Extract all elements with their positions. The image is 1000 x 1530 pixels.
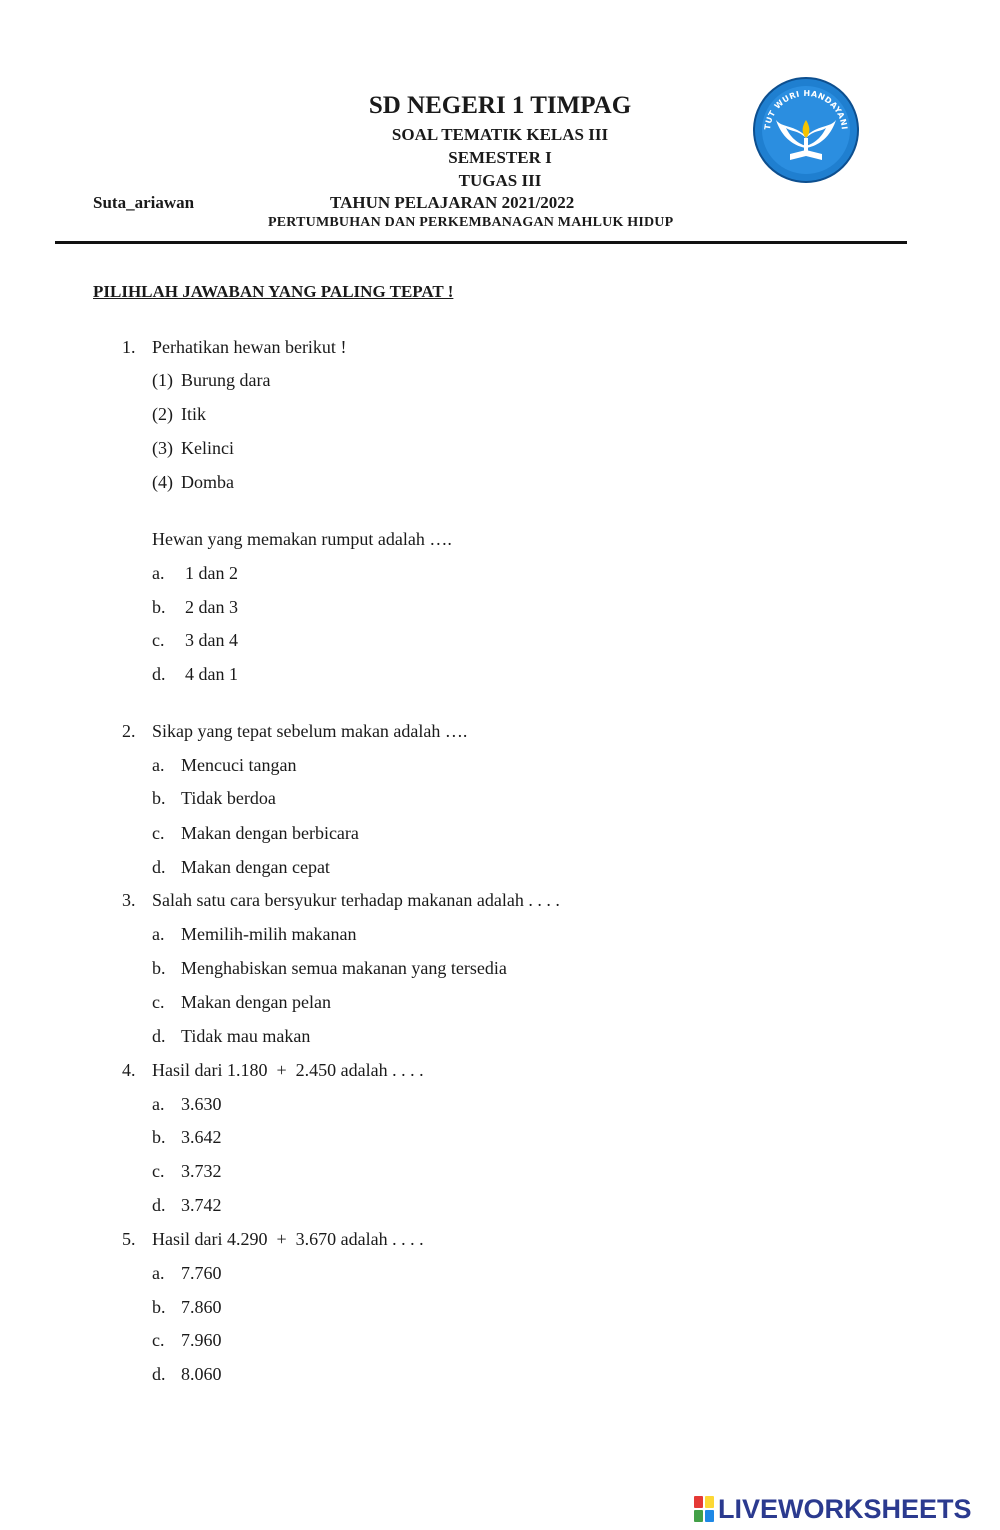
q4-text: Hasil dari 1.180 + 2.450 adalah . . . . xyxy=(152,1060,424,1080)
option-letter: d. xyxy=(152,664,166,684)
option-letter: b. xyxy=(152,1127,166,1147)
logo-motto: TUT WURI HANDAYANI xyxy=(762,88,849,131)
option-letter: d. xyxy=(152,857,166,877)
option-text: 4 dan 1 xyxy=(185,664,238,684)
option-text: 7.760 xyxy=(181,1263,222,1283)
option-text: 3.630 xyxy=(181,1094,222,1114)
option-text: 3.642 xyxy=(181,1127,222,1147)
header-divider xyxy=(55,241,907,244)
option-letter: a. xyxy=(152,1263,165,1283)
option-text: 7.860 xyxy=(181,1297,222,1317)
tut-wuri-handayani-logo xyxy=(752,76,860,184)
option-text: Menghabiskan semua makanan yang tersedia xyxy=(181,958,507,978)
q5-number: 5. xyxy=(122,1229,136,1249)
option-letter: d. xyxy=(152,1026,166,1046)
option-text: 3.742 xyxy=(181,1195,222,1215)
option-text: 3 dan 4 xyxy=(185,630,238,650)
option-text: 2 dan 3 xyxy=(185,597,238,617)
option-letter: d. xyxy=(152,1364,166,1384)
option-letter: a. xyxy=(152,563,165,583)
option-text: 7.960 xyxy=(181,1330,222,1350)
q3-number: 3. xyxy=(122,890,136,910)
q1-item-text: Itik xyxy=(181,404,206,424)
instruction: PILIHLAH JAWABAN YANG PALING TEPAT ! xyxy=(93,282,454,301)
liveworksheets-logo-icon xyxy=(694,1496,714,1522)
q1-number: 1. xyxy=(122,337,136,357)
q2-text: Sikap yang tepat sebelum makan adalah …. xyxy=(152,721,468,741)
q4-number: 4. xyxy=(122,1060,136,1080)
school-year: TAHUN PELAJARAN 2021/2022 xyxy=(330,193,575,212)
option-text: Mencuci tangan xyxy=(181,755,297,775)
q1-item-text: Domba xyxy=(181,472,234,492)
q1-text: Perhatikan hewan berikut ! xyxy=(152,337,347,357)
liveworksheets-watermark[interactable] xyxy=(694,1492,972,1526)
q1-prompt: Hewan yang memakan rumput adalah …. xyxy=(152,529,452,549)
option-text: Makan dengan cepat xyxy=(181,857,330,877)
q1-item-num: (4) xyxy=(152,472,173,492)
q1-item-text: Burung dara xyxy=(181,370,271,390)
option-text: 3.732 xyxy=(181,1161,222,1181)
option-letter: c. xyxy=(152,1330,165,1350)
q1-item-num: (2) xyxy=(152,404,173,424)
option-text: Tidak mau makan xyxy=(181,1026,311,1046)
watermark-text: LIVEWORKSHEETS xyxy=(718,1493,972,1524)
option-letter: b. xyxy=(152,1297,166,1317)
option-text: Memilih-milih makanan xyxy=(181,924,357,944)
q1-item-text: Kelinci xyxy=(181,438,234,458)
option-letter: b. xyxy=(152,788,166,808)
option-text: Makan dengan pelan xyxy=(181,992,331,1012)
q2-number: 2. xyxy=(122,721,136,741)
option-text: Makan dengan berbicara xyxy=(181,823,359,843)
task-label: TUGAS III xyxy=(458,171,542,190)
q1-item-num: (1) xyxy=(152,370,173,390)
option-letter: a. xyxy=(152,1094,165,1114)
option-letter: c. xyxy=(152,1161,165,1181)
topic-title: PERTUMBUHAN DAN PERKEMBANAGAN MAHLUK HIDUP xyxy=(268,215,674,230)
option-text: 1 dan 2 xyxy=(185,563,238,583)
q3-text: Salah satu cara bersyukur terhadap makanan adalah . . . . xyxy=(152,890,560,910)
option-letter: b. xyxy=(152,597,166,617)
q5-text: Hasil dari 4.290 + 3.670 adalah . . . . xyxy=(152,1229,424,1249)
semester-label: SEMESTER I xyxy=(448,148,552,167)
option-letter: d. xyxy=(152,1195,166,1215)
school-name: SD NEGERI 1 TIMPAG xyxy=(368,92,632,119)
option-letter: c. xyxy=(152,630,165,650)
option-text: Tidak berdoa xyxy=(181,788,276,808)
option-letter: a. xyxy=(152,755,165,775)
exam-subtitle: SOAL TEMATIK KELAS III xyxy=(391,125,609,144)
author-name: Suta_ariawan xyxy=(93,193,195,212)
q1-item-num: (3) xyxy=(152,438,173,458)
option-letter: a. xyxy=(152,924,165,944)
option-text: 8.060 xyxy=(181,1364,222,1384)
option-letter: b. xyxy=(152,958,166,978)
option-letter: c. xyxy=(152,823,165,843)
option-letter: c. xyxy=(152,992,165,1012)
